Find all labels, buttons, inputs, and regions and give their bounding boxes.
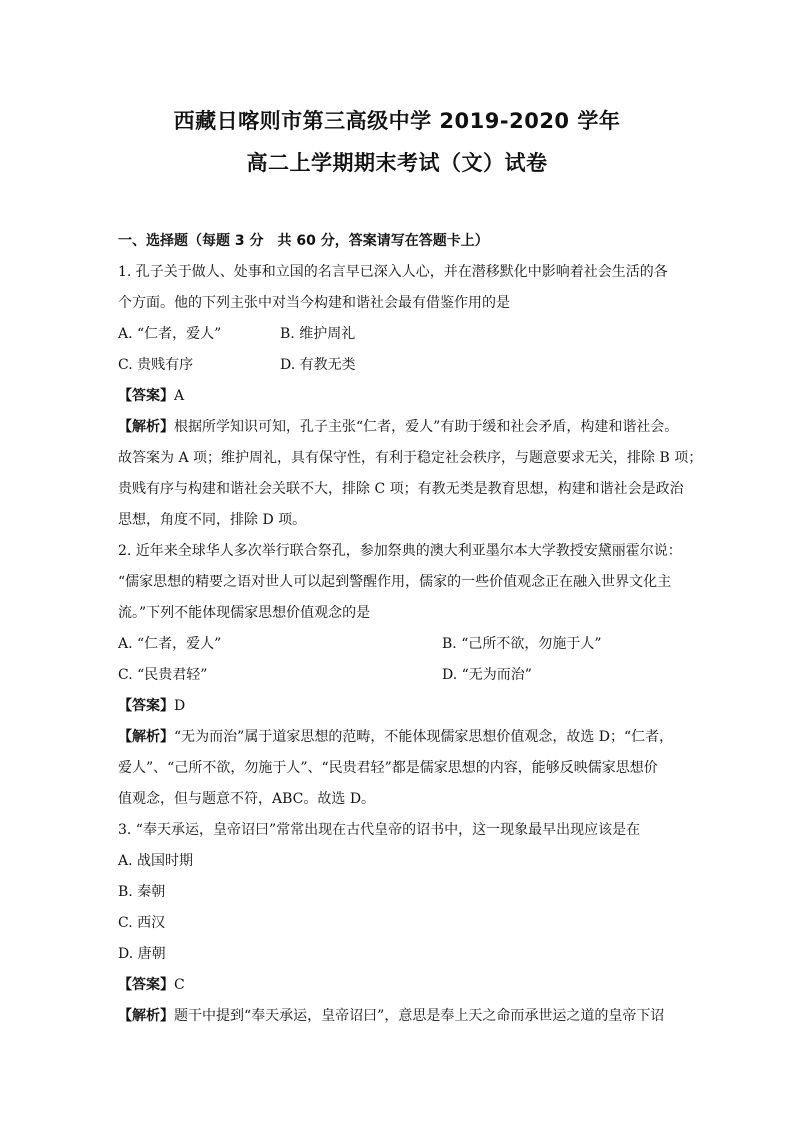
answer-label: 【答案】 — [118, 698, 174, 714]
q3-option-d: D. 唐朝 — [118, 946, 166, 962]
q3-stem-line1: 3. “奉天承运，皇帝诏曰”常常出现在古代皇帝的诏书中，这一现象最早出现应该是在 — [118, 822, 641, 838]
q3-analysis-text1: 题干中提到“奉天承运，皇帝诏曰”，意思是奉上天之命而承世运之道的皇帝下诏 — [174, 1008, 665, 1024]
answer-label: 【答案】 — [118, 977, 174, 993]
q3-answer — [118, 970, 678, 1001]
q2-stem-line3: 流。”下列不能体现儒家思想价值观念的是 — [118, 605, 371, 621]
exam-title-line1: 西藏日喀则市第三高级中学 2019-2020 学年 — [173, 109, 621, 133]
answer-label: 【答案】 — [118, 388, 174, 404]
q3-analysis-line1 — [118, 1001, 678, 1032]
q1-option-b: B. 维护周礼 — [280, 326, 356, 342]
exam-body — [118, 226, 703, 1032]
q2-answer — [118, 691, 678, 722]
q3-option-c: C. 西汉 — [118, 915, 166, 931]
q2-option-d: D. “无为而治” — [442, 667, 532, 683]
analysis-label: 【解析】 — [118, 419, 174, 435]
q1-options-row1 — [118, 319, 678, 350]
q2-stem-line2: “儒家思想的精要之语对世人可以起到警醒作用，儒家的一些价值观念正在融入世界文化主 — [118, 574, 672, 590]
q3-option-b: B. 秦朝 — [118, 884, 166, 900]
analysis-label: 【解析】 — [118, 1008, 174, 1024]
q2-options-row2 — [118, 660, 678, 691]
q1-option-c: C. 贵贱有序 — [118, 357, 194, 373]
analysis-label: 【解析】 — [118, 729, 174, 745]
q1-stem-line1: 1. 孔子关于做人、处事和立国的名言早已深入人心，并在潜移默化中影响着社会生活的各 — [118, 264, 668, 280]
q2-analysis-line3: 值观念，但与题意不符，ABC。故选 D。 — [118, 791, 376, 807]
q1-options-row2 — [118, 350, 678, 381]
q2-stem-line1: 2. 近年来全球华人多次举行联合祭孔，参加祭典的澳大利亚墨尔本大学教授安黛丽霍尔说： — [118, 543, 682, 559]
q3-option-a: A. 战国时期 — [118, 853, 194, 869]
q1-analysis-line4: 思想，角度不同，排除 D 项。 — [118, 512, 307, 528]
q1-analysis-line3: 贵贱有序与构建和谐社会关联不大，排除 C 项；有教无类是教育思想，构建和谐社会是政治 — [118, 481, 684, 497]
q2-option-a: A. “仁者，爱人” — [118, 636, 222, 652]
q3-answer-value: C — [174, 977, 185, 993]
exam-title-line2: 高二上学期期末考试（文）试卷 — [246, 151, 548, 175]
q1-option-a: A. “仁者，爱人” — [118, 326, 222, 342]
q2-option-c: C. “民贵君轻” — [118, 667, 208, 683]
q2-analysis-line1 — [118, 722, 678, 753]
q2-analysis-line2: 爱人”、“己所不欲，勿施于人”、“民贵君轻”都是儒家思想的内容，能够反映儒家思想价 — [118, 760, 658, 776]
q2-analysis-text1: “无为而治”属于道家思想的范畴，不能体现儒家思想价值观念，故选 D；“仁者， — [174, 729, 674, 745]
q1-analysis-line1 — [118, 412, 678, 443]
q2-options-row1 — [118, 629, 678, 660]
q1-analysis-line2: 故答案为 A 项；维护周礼，具有保守性，有利于稳定社会秩序，与题意要求无关，排除 B 项； — [118, 450, 703, 466]
q2-option-b: B. “己所不欲，勿施于人” — [442, 636, 602, 652]
q1-answer — [118, 381, 678, 412]
q1-option-d: D. 有教无类 — [280, 357, 356, 373]
q1-stem-line2: 个方面。他的下列主张中对当今构建和谐社会最有借鉴作用的是 — [118, 295, 510, 311]
section-heading: 一、选择题（每题 3 分 共 60 分，答案请写在答题卡上） — [118, 233, 489, 249]
q1-answer-value: A — [174, 388, 185, 404]
q1-analysis-text1: 根据所学知识可知，孔子主张“仁者，爱人”有助于缓和社会矛盾，构建和谐社会。 — [174, 419, 679, 435]
q2-answer-value: D — [174, 698, 186, 714]
